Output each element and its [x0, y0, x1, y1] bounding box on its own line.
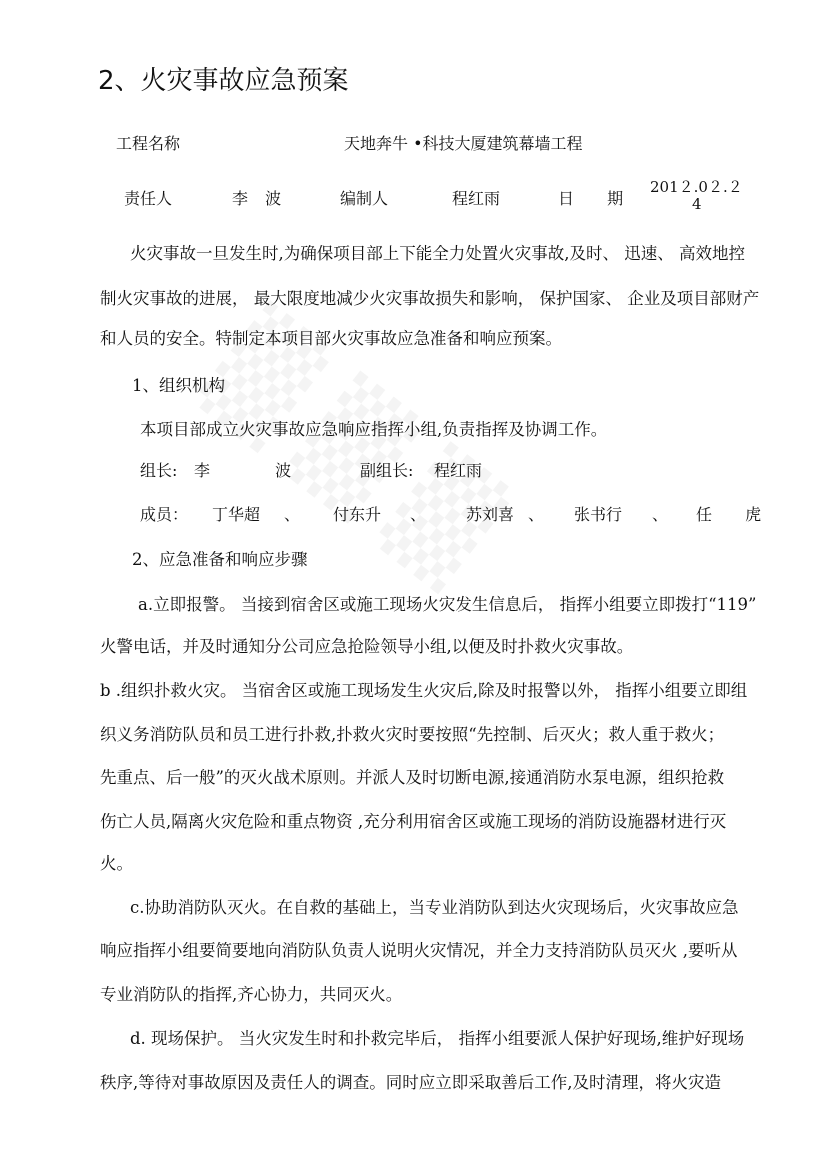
- member-name: 任 虎: [696, 505, 776, 524]
- page-title: 2、火灾事故应急预案: [98, 66, 349, 96]
- responsible-name: 李 波: [232, 189, 288, 208]
- member-name: 丁华超: [212, 505, 261, 524]
- member-separator: 、: [528, 505, 545, 524]
- step-a-line: a.立即报警。 当接到宿舍区或施工现场火灾发生信息后， 指挥小组要立即拨打“119”: [138, 595, 757, 614]
- step-c-line: 专业消防队的指挥,齐心协力，共同灭火。: [100, 985, 403, 1004]
- project-label: 工程名称: [116, 134, 181, 153]
- editor-label: 编制人: [340, 189, 389, 208]
- section1-text: 本项目部成立火灾事故应急响应指挥小组,负责指挥及协调工作。: [140, 420, 608, 439]
- leader-label: 组长:: [140, 461, 178, 480]
- section2-heading: 2、应急准备和响应步骤: [132, 550, 308, 569]
- section1-heading: 1、组织机构: [132, 376, 225, 395]
- deputy-label: 副组长:: [360, 461, 414, 480]
- responsible-label: 责任人: [124, 189, 173, 208]
- intro-line: 和人员的安全。特制定本项目部火灾事故应急准备和响应预案。: [100, 329, 562, 348]
- step-d-line: 秩序,等待对事故原因及责任人的调查。同时应立即采取善后工作,及时清理，将火灾造: [100, 1073, 721, 1092]
- leader-name: 李 波: [194, 461, 322, 480]
- intro-line: 制火灾事故的进展， 最大限度地减少火灾事故损失和影响， 保护国家、 企业及项目部财产: [100, 289, 760, 308]
- step-b-line: 织义务消防队员和员工进行扑救,扑救火灾时要按照“先控制、后灭火；救人重于救火；: [100, 725, 725, 744]
- project-name: 天地奔牛 •科技大厦建筑幕墙工程: [344, 134, 583, 153]
- date-value-line1: 201２.0２.２: [650, 178, 743, 196]
- deputy-name: 程红雨: [434, 461, 483, 480]
- member-separator: 、: [652, 505, 669, 524]
- step-b-line: 伤亡人员,隔离火灾危险和重点物资 ,充分利用宿舍区或施工现场的消防设施器材进行灭: [100, 812, 727, 831]
- member-name: 付东升: [333, 505, 382, 524]
- step-b-line: 火。: [100, 854, 133, 873]
- intro-line: 火灾事故一旦发生时,为确保项目部上下能全力处置火灾事故,及时、 迅速、 高效地控: [130, 244, 745, 263]
- member-separator: 、: [410, 505, 427, 524]
- date-label: 日 期: [558, 189, 638, 208]
- step-c-line: c.协助消防队灭火。在自救的基础上，当专业消防队到达火灾现场后，火灾事故应急: [130, 898, 739, 917]
- step-c-line: 响应指挥小组要简要地向消防队负责人说明火灾情况，并全力支持消防队员灭火 ,要听从: [100, 941, 738, 960]
- editor-name: 程红雨: [452, 189, 501, 208]
- members-label: 成员：: [140, 505, 189, 524]
- date-value-line2: 4: [692, 195, 702, 213]
- step-b-line: b .组织扑救火灾。 当宿舍区或施工现场发生火灾后,除及时报警以外， 指挥小组要立即组: [100, 681, 748, 700]
- member-name: 苏刘喜: [466, 505, 515, 524]
- step-d-line: d. 现场保护。 当火灾发生时和扑救完毕后， 指挥小组要派人保护好现场,维护好现场: [130, 1029, 745, 1048]
- step-b-line: 先重点、后一般”的灭火战术原则。并派人及时切断电源,接通消防水泵电源，组织抢救: [100, 768, 725, 787]
- member-name: 张书行: [574, 505, 623, 524]
- member-separator: 、: [284, 505, 301, 524]
- step-a-line: 火警电话，并及时通知分公司应急抢险领导小组,以便及时扑救火灾事故。: [100, 637, 634, 656]
